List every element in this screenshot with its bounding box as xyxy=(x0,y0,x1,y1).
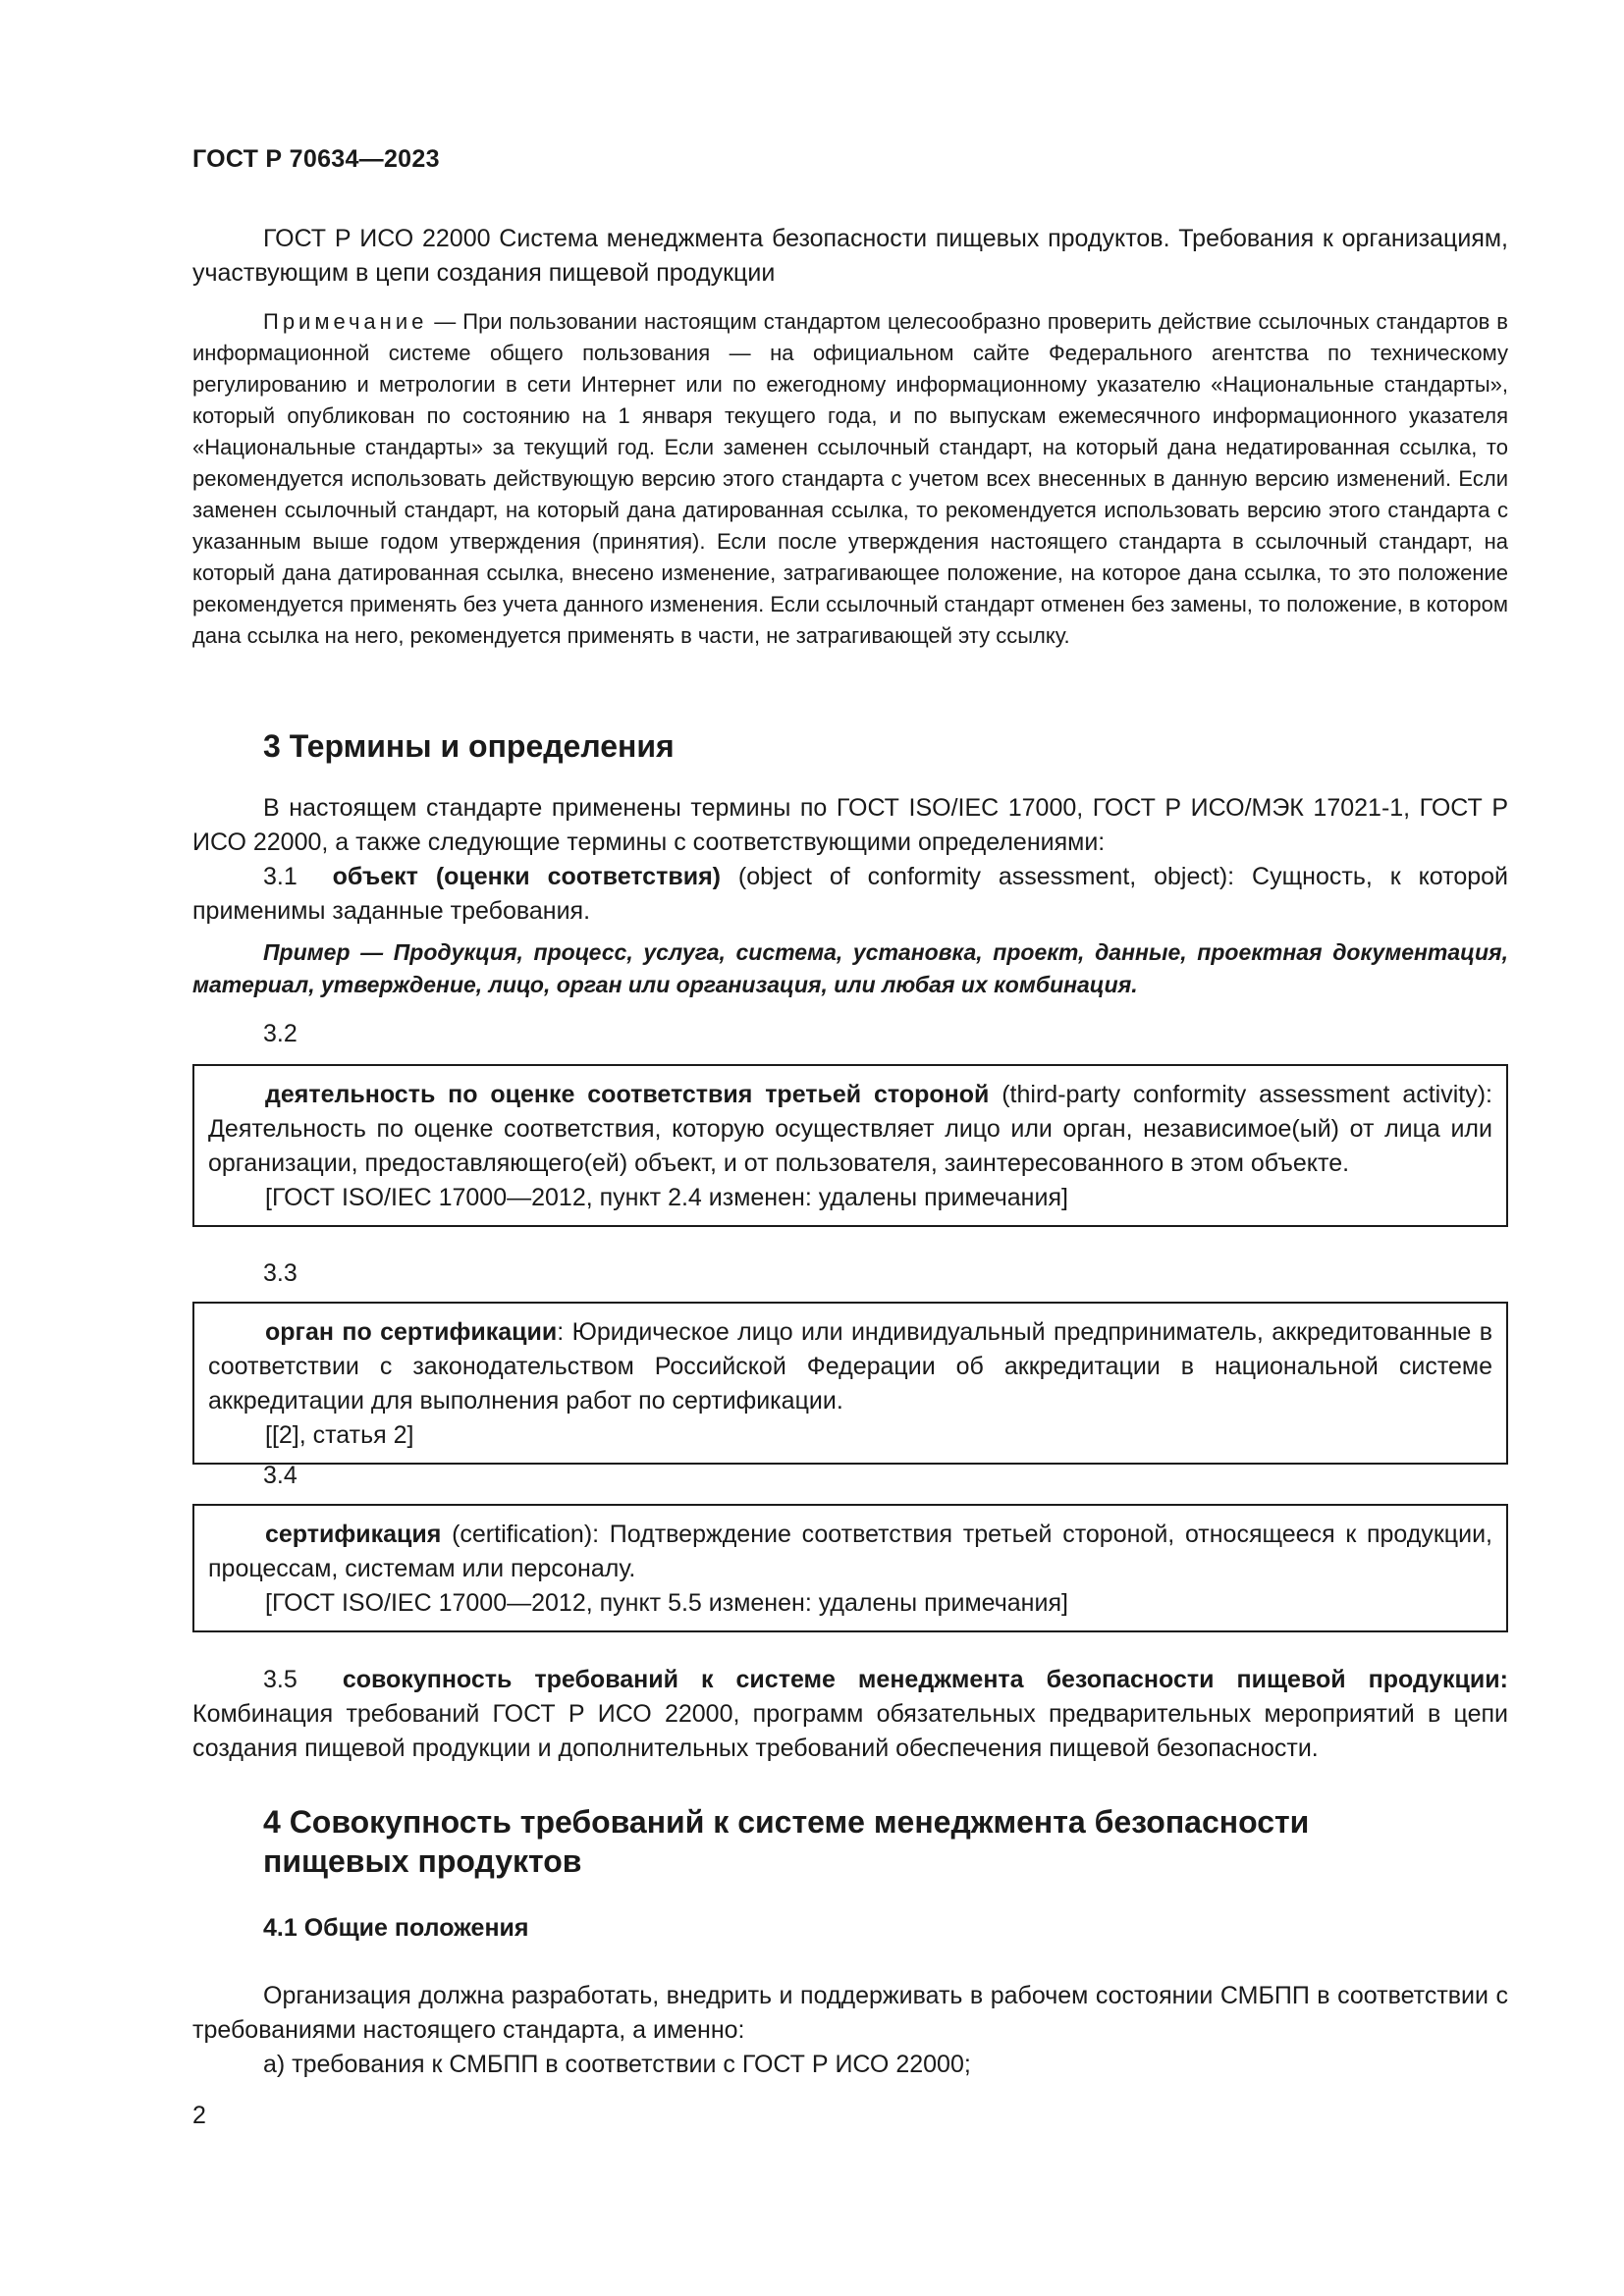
term-3-5-name: совокупность требований к системе менеджмента безопасности пищевой продукции: xyxy=(342,1666,1508,1693)
note-label: Примечание xyxy=(263,309,428,334)
term-3-3-number: 3.3 xyxy=(263,1259,298,1287)
term-3-5-number: 3.5 xyxy=(263,1666,298,1693)
document-header: ГОСТ Р 70634—2023 xyxy=(192,145,440,173)
term-3-4-name: сертификация xyxy=(265,1521,442,1548)
term-3-3-name: орган по сертификации xyxy=(265,1318,558,1346)
section-4-1-paragraph: Организация должна разработать, внедрить и поддерживать в рабочем состоянии СМБПП в соответствии с требованиями настоящего стандарта, а именно: xyxy=(192,1982,1508,2044)
term-3-2-number: 3.2 xyxy=(263,1020,298,1047)
reference-note xyxy=(192,306,1508,652)
term-3-2-box xyxy=(192,1064,1508,1227)
section-3-title: 3 Термины и определения xyxy=(263,728,675,764)
term-3-2-definition: (third-party conformity assessment activity): Деятельность по оценке соответствия, которую осуществляет лицо или орган, независимое(ый) от лица или организации, предоставляющего(ей) объект, и от пользователя, заинтересованного в этом объекте. xyxy=(208,1081,1493,1177)
reference-iso22000: ГОСТ Р ИСО 22000 Система менеджмента безопасности пищевых продуктов. Требования к организациям, участвующим в цепи создания пищевой продукции xyxy=(192,225,1508,287)
term-3-3-box xyxy=(192,1302,1508,1465)
term-3-4-source: [ГОСТ ISO/IEC 17000—2012, пункт 5.5 изменен: удалены примечания] xyxy=(265,1589,1068,1617)
term-3-2-source: [ГОСТ ISO/IEC 17000—2012, пункт 2.4 изменен: удалены примечания] xyxy=(265,1184,1068,1211)
term-3-1-name: объект (оценки соответствия) xyxy=(332,863,721,890)
list-item-a: а) требования к СМБПП в соответствии с ГОСТ Р ИСО 22000; xyxy=(263,2051,971,2078)
term-3-1-number: 3.1 xyxy=(263,863,298,890)
term-3-4-definition: (certification): Подтверждение соответствия третьей стороной, относящееся к продукции, процессам, системам или персоналу. xyxy=(208,1521,1492,1582)
term-3-5 xyxy=(192,1663,1508,1766)
section-4-title xyxy=(192,1802,1508,1881)
term-3-2-text xyxy=(208,1078,1492,1181)
term-3-3-source: [[2], статья 2] xyxy=(265,1421,414,1449)
section-3-intro: В настоящем стандарте применены термины по ГОСТ ISO/IEC 17000, ГОСТ Р ИСО/МЭК 17021-1, ГОСТ Р ИСО 22000, а также следующие термины с соответствующими определениями: xyxy=(192,794,1508,856)
note-text: — При пользовании настоящим стандартом целесообразно проверить действие ссылочных стандартов в информационной системе общего пользования — на официальном сайте Федерального агентства по техническому регулированию и метрологии в сети Интернет или по ежегодному информационному указателю «Национальные стандарты», который опубликован по состоянию на 1 января текущего года, и по выпускам ежемесячного информационного указателя «Национальные стандарты» за текущий год. Если заменен ссылочный стандарт, на который дана недатированная ссылка, то рекомендуется использовать действующую версию этого стандарта с учетом всех внесенных в данную версию изменений. Если заменен ссылочный стандарт, на который дана датированная ссылка, то рекомендуется использовать версию этого стандарта с указанным выше годом утверждения (принятия). Если после утверждения настоящего стандарта в ссылочный стандарт, на который дана датированная ссылка, внесено изменение, затрагивающее положение, на которое дана ссылка, то это положение рекомендуется применять без учета данного изменения. Если ссылочный стандарт отменен без замены, то положение, в котором дана ссылка на него, рекомендуется применять в части, не затрагивающей эту ссылку. xyxy=(192,309,1508,648)
term-3-4-text xyxy=(208,1518,1492,1586)
term-3-2-name: деятельность по оценке соответствия третьей стороной xyxy=(265,1081,990,1108)
term-3-1 xyxy=(192,860,1508,929)
section-4-title-line-2: пищевых продуктов xyxy=(263,1843,582,1879)
term-3-3-definition: : Юридическое лицо или индивидуальный предприниматель, аккредитованные в соответствии с законодательством Российской Федерации об аккредитации в национальной системе аккредитации для выполнения работ по сертификации. xyxy=(208,1318,1493,1415)
page-number: 2 xyxy=(192,2102,206,2129)
term-3-5-definition: Комбинация требований ГОСТ Р ИСО 22000, программ обязательных предварительных мероприятий в цепи создания пищевой продукции и дополнительных требований обеспечения пищевой безопасности. xyxy=(192,1700,1508,1762)
section-4-title-line-1: 4 Совокупность требований к системе менеджмента безопасности xyxy=(263,1804,1310,1840)
subsection-4-1-title: 4.1 Общие положения xyxy=(263,1914,529,1942)
term-3-4-box xyxy=(192,1504,1508,1632)
term-3-4-number: 3.4 xyxy=(263,1462,298,1489)
term-3-1-definition: (object of conformity assessment, object): Сущность, к которой применимы заданные требования. xyxy=(192,863,1508,925)
term-3-3-text xyxy=(208,1315,1492,1418)
term-3-1-example: Пример — Продукция, процесс, услуга, система, установка, проект, данные, проектная документация, материал, утверждение, лицо, орган или организация, или любая их комбинация. xyxy=(192,939,1508,997)
